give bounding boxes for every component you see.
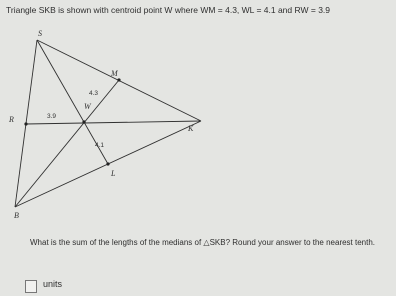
point-W — [82, 120, 85, 123]
problem-prompt: Triangle SKB is shown with centroid point W where WM = 4.3, WL = 4.1 and RW = 3.9 — [6, 5, 331, 15]
label-S: S — [38, 29, 42, 38]
label-L: L — [111, 169, 116, 178]
label-K: K — [188, 124, 194, 133]
label-W: W — [84, 102, 91, 111]
label-B: B — [14, 211, 19, 220]
median-K-R — [26, 121, 201, 124]
label-R: R — [9, 115, 14, 124]
answer-input[interactable] — [25, 280, 37, 293]
point-M — [117, 78, 120, 81]
label-M: M — [111, 69, 118, 78]
length-RW: 3.9 — [47, 113, 57, 120]
question-text: What is the sum of the lengths of the medians of △SKB? Round your answer to the nearest tenth. — [30, 238, 376, 247]
length-WL: 4.1 — [95, 142, 105, 149]
units-label: units — [43, 279, 63, 289]
point-R — [24, 122, 27, 125]
length-WM: 4.3 — [89, 90, 99, 97]
point-L — [106, 162, 109, 165]
